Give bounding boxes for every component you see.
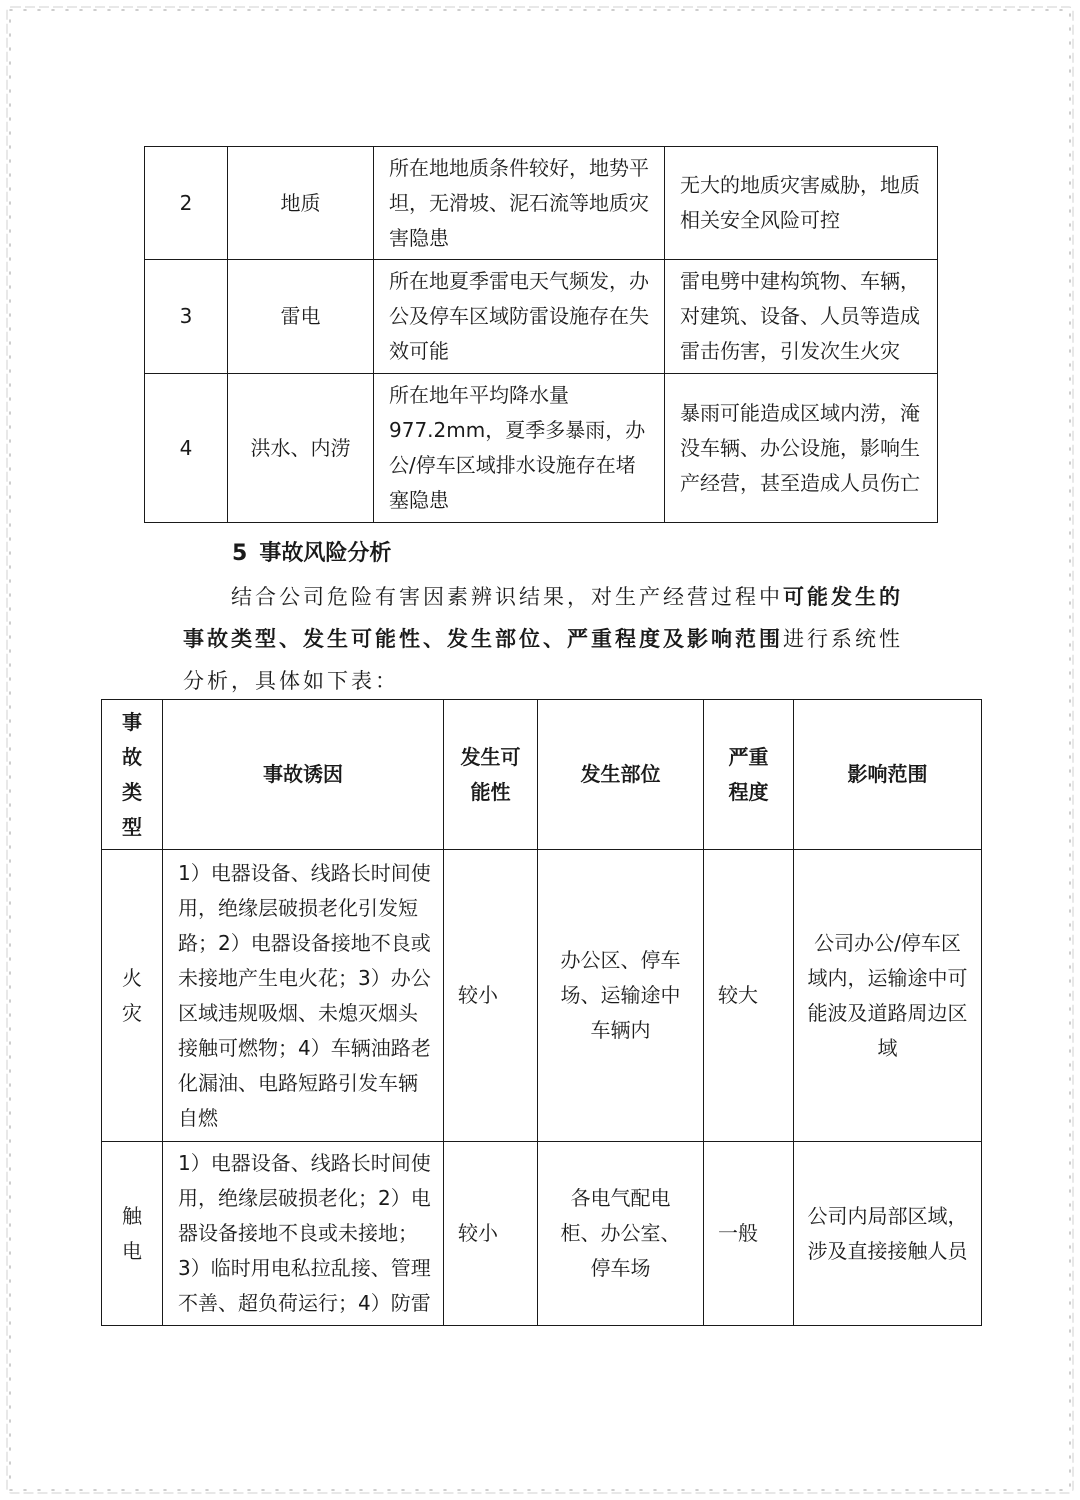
header-scope: 影响范围 — [794, 700, 982, 850]
accident-location: 各电气配电柜、办公室、停车场 — [538, 1142, 704, 1326]
accident-cause: 1）电器设备、线路长时间使用，绝缘层破损老化；2）电器设备接地不良或未接地；3）临时用电私拉乱接、管理不善、超负荷运行；4）防雷 — [163, 1142, 444, 1326]
hazard-table-row — [145, 260, 938, 374]
hazard-effect: 暴雨可能造成区域内涝，淹没车辆、办公设施，影响生产经营，甚至造成人员伤亡 — [665, 374, 938, 523]
header-location: 发生部位 — [538, 700, 704, 850]
section-heading — [232, 537, 391, 571]
accident-severity: 一般 — [704, 1142, 794, 1326]
hazard-effect: 雷电劈中建构筑物、车辆，对建筑、设备、人员等造成雷击伤害，引发次生火灾 — [665, 260, 938, 374]
row-number: 4 — [145, 374, 228, 523]
para-text-emphasis: 可能发生的事故类型、发生可能性、发生部位、严重程度及影响范围 — [183, 584, 903, 651]
risk-table-header-row — [102, 700, 982, 850]
section-number: 5 — [232, 541, 248, 566]
hazard-condition: 所在地夏季雷电天气频发，办公及停车区域防雷设施存在失效可能 — [374, 260, 665, 374]
hazard-effect: 无大的地质灾害威胁，地质相关安全风险可控 — [665, 147, 938, 260]
accident-cause: 1）电器设备、线路长时间使用，绝缘层破损老化引发短路；2）电器设备接地不良或未接地产生电火花；3）办公区域违规吸烟、未熄灭烟头接触可燃物；4）车辆油路老化漏油、电路短路引发车辆自燃 — [163, 850, 444, 1142]
row-number: 2 — [145, 147, 228, 260]
hazard-condition: 所在地地质条件较好，地势平坦，无滑坡、泥石流等地质灾害隐患 — [374, 147, 665, 260]
para-text-before: 结合公司危险有害因素辨识结果，对生产经营过程中 — [231, 585, 783, 609]
hazard-factor: 洪水、内涝 — [228, 374, 374, 523]
header-severity: 严重程度 — [704, 700, 794, 850]
section-title: 事故风险分析 — [259, 541, 392, 566]
para-text-after: 进行系统性分析，具体如下表： — [183, 627, 903, 693]
hazard-factor: 雷电 — [228, 260, 374, 374]
risk-table-row — [102, 1142, 982, 1326]
accident-probability: 较小 — [444, 850, 538, 1142]
accident-location: 办公区、停车场、运输途中车辆内 — [538, 850, 704, 1142]
hazard-factor: 地质 — [228, 147, 374, 260]
accident-probability: 较小 — [444, 1142, 538, 1326]
risk-table-row — [102, 850, 982, 1142]
header-probability: 发生可能性 — [444, 700, 538, 850]
accident-scope: 公司办公/停车区域内，运输途中可能波及道路周边区域 — [794, 850, 982, 1142]
header-accident-type: 事故类型 — [102, 700, 163, 850]
row-number: 3 — [145, 260, 228, 374]
accident-type: 火灾 — [102, 850, 163, 1142]
accident-scope: 公司内局部区域，涉及直接接触人员 — [794, 1142, 982, 1326]
intro-paragraph — [183, 576, 918, 702]
hazard-condition: 所在地年平均降水量977.2mm，夏季多暴雨，办公/停车区域排水设施存在堵塞隐患 — [374, 374, 665, 523]
hazard-table-row — [145, 374, 938, 523]
accident-severity: 较大 — [704, 850, 794, 1142]
accident-type: 触电 — [102, 1142, 163, 1326]
header-cause: 事故诱因 — [163, 700, 444, 850]
hazard-table-row — [145, 147, 938, 260]
hazard-table — [144, 146, 938, 523]
risk-analysis-table — [101, 699, 982, 1326]
